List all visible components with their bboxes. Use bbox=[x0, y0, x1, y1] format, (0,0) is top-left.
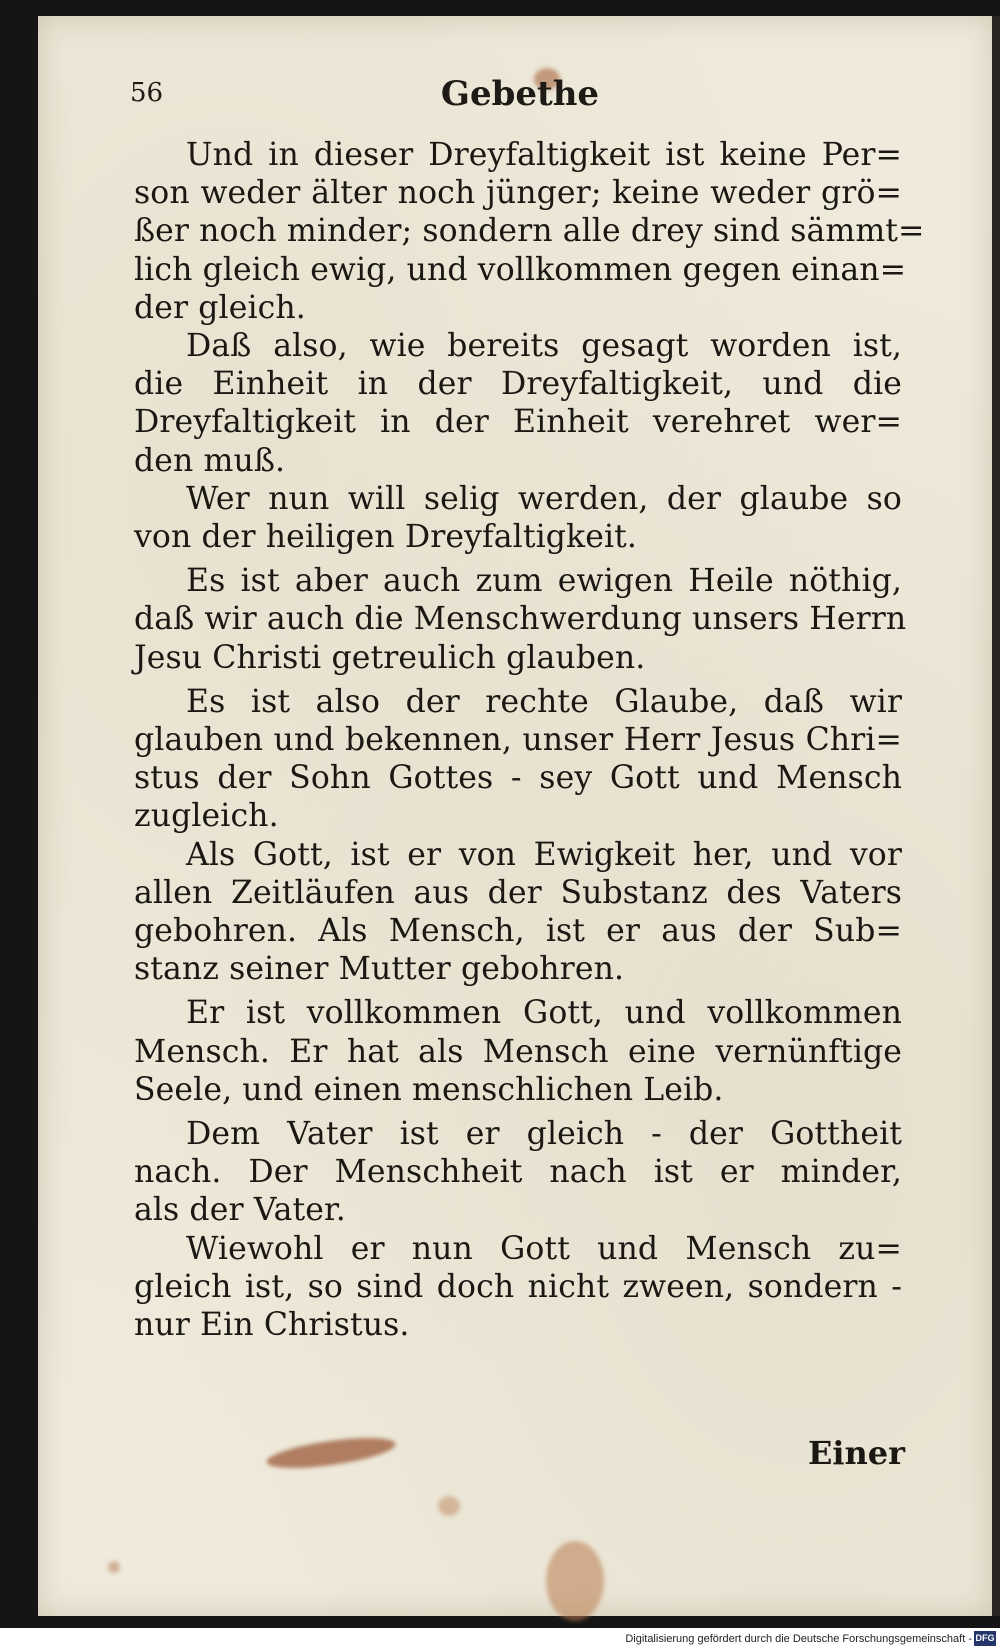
text-line: nur Ein Christus. bbox=[134, 1307, 410, 1344]
text-line: Seele, und einen menschlichen Leib. bbox=[134, 1071, 724, 1108]
page-edge bbox=[992, 16, 1000, 1616]
text-line: als der Vater. bbox=[134, 1192, 346, 1229]
running-title: Gebethe bbox=[440, 74, 600, 114]
footer-bar bbox=[0, 1628, 1000, 1651]
text-line: Er ist vollkommen Gott, und vollkommen bbox=[186, 995, 902, 1032]
text-line: allen Zeitläufen aus der Substanz des Vaters bbox=[134, 874, 902, 911]
text-line: zugleich. bbox=[134, 798, 279, 835]
text-line: nach. Der Menschheit nach ist er minder, bbox=[134, 1154, 902, 1191]
page-header bbox=[130, 74, 910, 124]
funding-credit: Digitalisierung gefördert durch die Deutsche Forschungsgemeinschaft - bbox=[625, 1633, 972, 1645]
text-line: Wer nun will selig werden, der glaube so bbox=[186, 480, 902, 517]
stain bbox=[265, 1432, 397, 1474]
text-line: Und in dieser Dreyfaltigkeit ist keine Per= bbox=[186, 137, 902, 173]
text-line: glauben und bekennen, unser Herr Jesus Chri= bbox=[134, 722, 902, 759]
text-line: Daß also, wie bereits gesagt worden ist, bbox=[186, 328, 902, 365]
text-line: Wiewohl er nun Gott und Mensch zu= bbox=[186, 1230, 902, 1267]
text-line: Jesu Christi getreulich glauben. bbox=[134, 639, 646, 676]
text-line: Dreyfaltigkeit in der Einheit verehret wer= bbox=[134, 404, 902, 441]
text-line: daß wir auch die Menschwerdung unsers Herrn bbox=[134, 601, 907, 638]
text-line: stus der Sohn Gottes - sey Gott und Mensch bbox=[134, 760, 902, 797]
dfg-logo: DFG bbox=[974, 1631, 996, 1646]
text-line: die Einheit in der Dreyfaltigkeit, und die bbox=[134, 366, 902, 403]
text-line: stanz seiner Mutter gebohren. bbox=[134, 951, 625, 988]
text-line: Dem Vater ist er gleich - der Gottheit bbox=[186, 1116, 902, 1153]
stain bbox=[438, 1496, 460, 1516]
text-line: gebohren. Als Mensch, ist er aus der Sub= bbox=[134, 913, 902, 950]
text-line: son weder älter noch jünger; keine weder grö= bbox=[134, 175, 902, 212]
body-text bbox=[134, 136, 925, 1344]
text-line: der gleich. bbox=[134, 289, 306, 326]
text-line: lich gleich ewig, und vollkommen gegen einan= bbox=[134, 251, 907, 288]
stain bbox=[546, 1541, 604, 1621]
text-line: von der heiligen Dreyfaltigkeit. bbox=[134, 519, 638, 556]
text-line: Es ist also der rechte Glaube, daß wir bbox=[186, 683, 902, 720]
text-line: den muß. bbox=[134, 442, 286, 479]
text-line: ßer noch minder; sondern alle drey sind sämmt= bbox=[134, 213, 925, 250]
page-number: 56 bbox=[130, 78, 164, 108]
text-line: Es ist aber auch zum ewigen Heile nöthig, bbox=[186, 563, 902, 600]
catchword: Einer bbox=[807, 1434, 905, 1472]
text-line: Als Gott, ist er von Ewigkeit her, und vor bbox=[186, 836, 902, 873]
text-line: gleich ist, so sind doch nicht zween, sondern - bbox=[134, 1268, 902, 1305]
text-line: Mensch. Er hat als Mensch eine vernünftige bbox=[134, 1033, 902, 1070]
stain bbox=[108, 1561, 120, 1573]
